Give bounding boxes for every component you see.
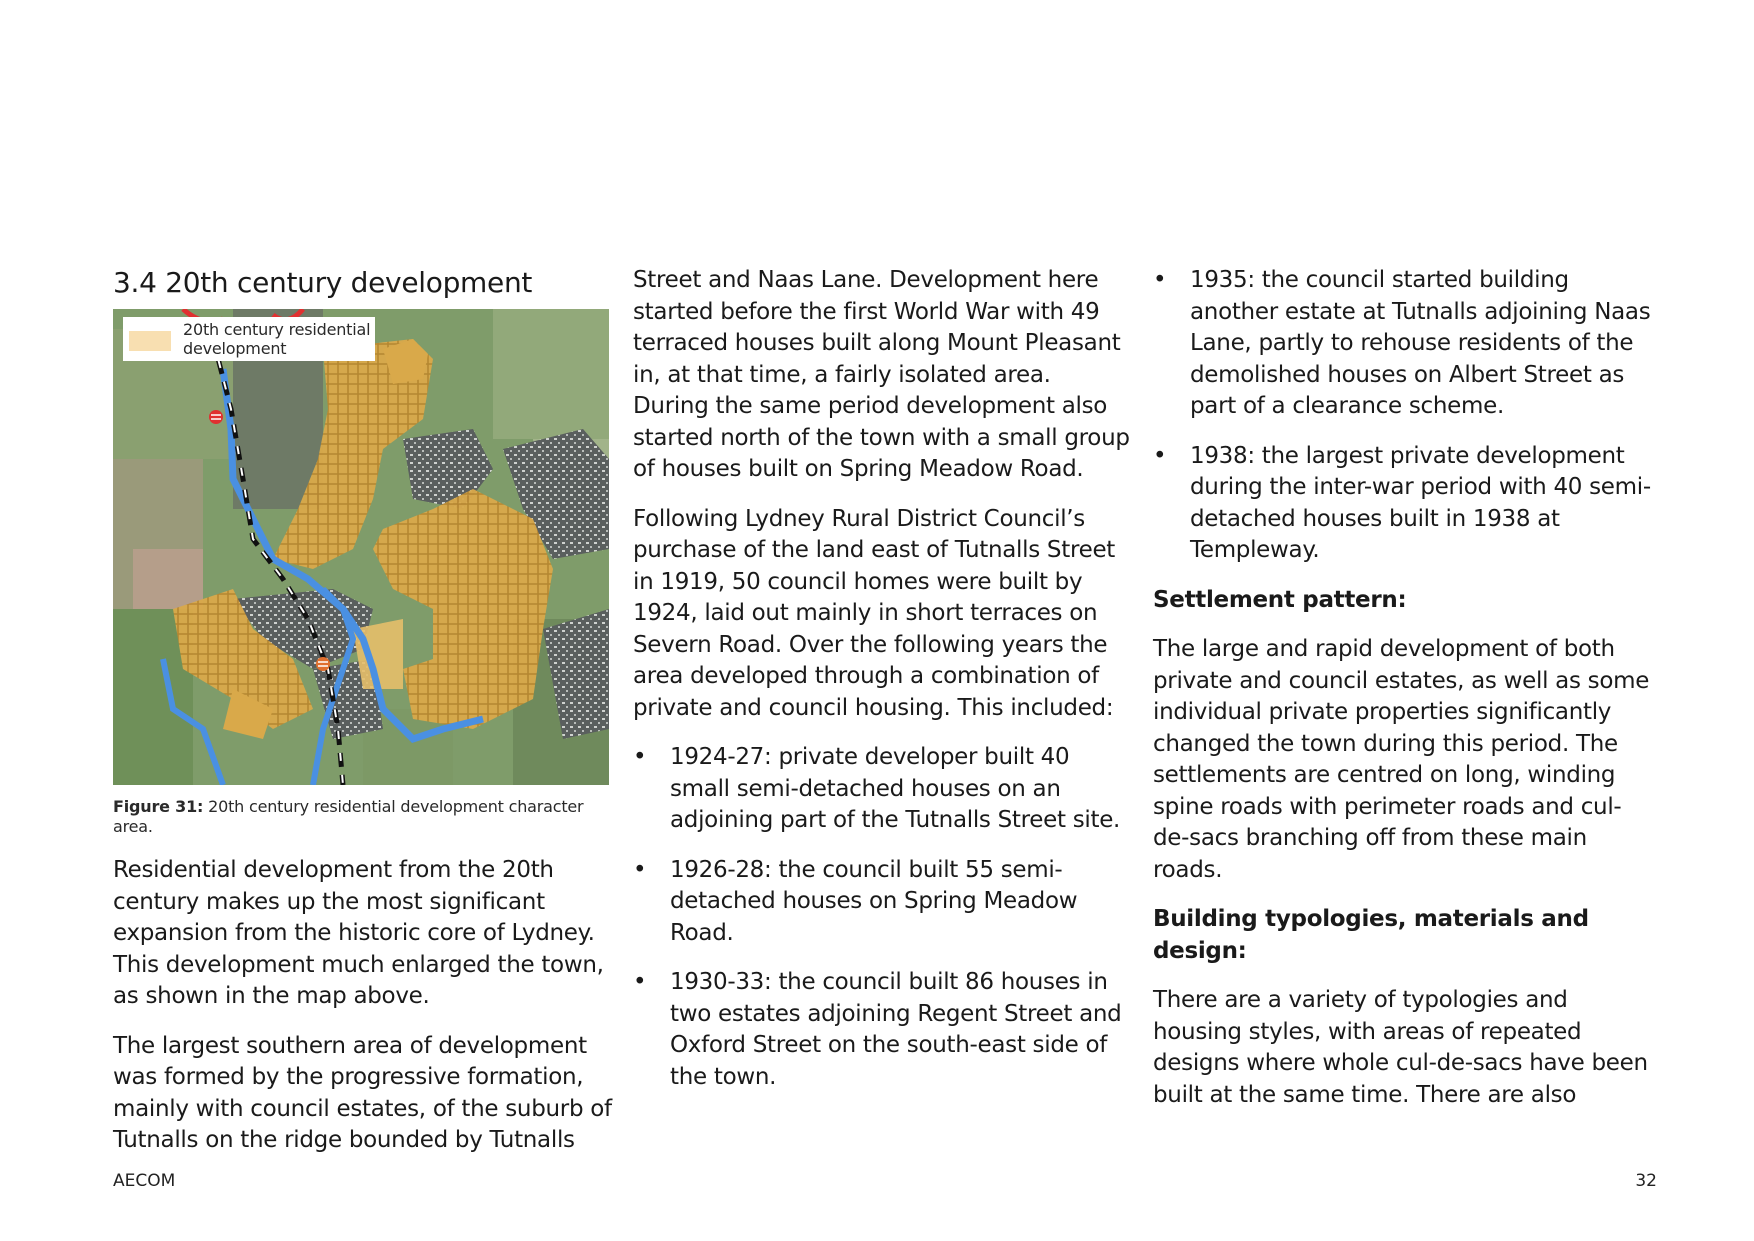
section-title: 3.4 20th century development	[113, 266, 533, 299]
figure-caption-text: 20th century residential development character area.	[113, 797, 584, 836]
character-area-map	[113, 309, 609, 785]
paragraph: Street and Naas Lane. Development here started before the first World War with 49 terraced houses built along Mount Pleasant in, at that time, a fairly isolated area. During the same period development also started north of the town with a small group of houses built on Spring Meadow Road.	[633, 267, 1130, 482]
list-item	[1153, 441, 1653, 567]
list-item-text: 1926-28: the council built 55 semi-detached houses on Spring Meadow Road.	[670, 856, 1078, 946]
railway-station-icon	[209, 410, 223, 424]
paragraph: The large and rapid development of both private and council estates, as well as some individual private properties significantly changed the town during this period. The settlements are centred on long, winding spine roads with perimeter roads and cul-de-sacs branching off from these main roads.	[1153, 636, 1650, 883]
map-legend	[123, 317, 375, 361]
paragraph: The largest southern area of development was formed by the progressive formation, mainly with council estates, of the suburb of Tutnalls on the ridge bounded by Tutnalls	[113, 1032, 612, 1153]
column-1	[113, 265, 613, 1175]
legend-swatch	[129, 331, 171, 351]
list-item-text: 1930-33: the council built 86 houses in two estates adjoining Regent Street and Oxford Street on the south-east side of the town.	[670, 969, 1122, 1090]
list-item	[633, 855, 1133, 950]
list-item	[633, 967, 1133, 1093]
figure-caption-label: Figure 31:	[113, 797, 204, 816]
list-item-text: 1924-27: private developer built 40 small semi-detached houses on an adjoining part of the Tutnalls Street site.	[670, 744, 1121, 833]
bullet-icon: •	[633, 856, 647, 883]
aerial-map-image	[113, 309, 609, 785]
bullet-icon: •	[1153, 267, 1167, 293]
list-item	[1153, 265, 1653, 423]
subheading-settlement-pattern: Settlement pattern:	[1153, 586, 1407, 613]
legend-label: 20th century residential development	[183, 320, 371, 358]
list-item	[633, 742, 1133, 837]
bullet-icon: •	[1153, 442, 1167, 469]
column-2	[633, 265, 1133, 1111]
page-number: 32	[1635, 1171, 1657, 1191]
bullet-icon: •	[633, 744, 647, 770]
paragraph: Residential development from the 20th century makes up the most significant expansion from the historic core of Lydney. This development much enlarged the town, as shown in the map above.	[113, 857, 604, 1009]
paragraph: There are a variety of typologies and housing styles, with areas of repeated designs where whole cul-de-sacs have been built at the same time. There are also	[1153, 987, 1648, 1108]
list-item-text: 1935: the council started building another estate at Tutnalls adjoining Naas Lane, partly to rehouse residents of the demolished houses on Albert Street as part of a clearance scheme.	[1190, 267, 1651, 419]
footer-company: AECOM	[113, 1171, 176, 1191]
subheading-building-typologies: Building typologies, materials and design:	[1153, 906, 1589, 964]
list-item-text: 1938: the largest private development during the inter-war period with 40 semi-detached houses built in 1938 at Templeway.	[1190, 442, 1651, 563]
paragraph: Following Lydney Rural District Council’s purchase of the land east of Tutnalls Street in 1919, 50 council homes were built by 1924, laid out mainly in short terraces on Severn Road. Over the following years the area developed through a combination of private and council housing. This included:	[633, 505, 1116, 721]
bullet-list	[1153, 265, 1653, 567]
bullet-icon: •	[633, 969, 647, 995]
bullet-list	[633, 742, 1133, 1093]
figure-caption	[113, 797, 613, 837]
column-3	[1153, 265, 1653, 1129]
railway-station-icon	[316, 657, 330, 671]
